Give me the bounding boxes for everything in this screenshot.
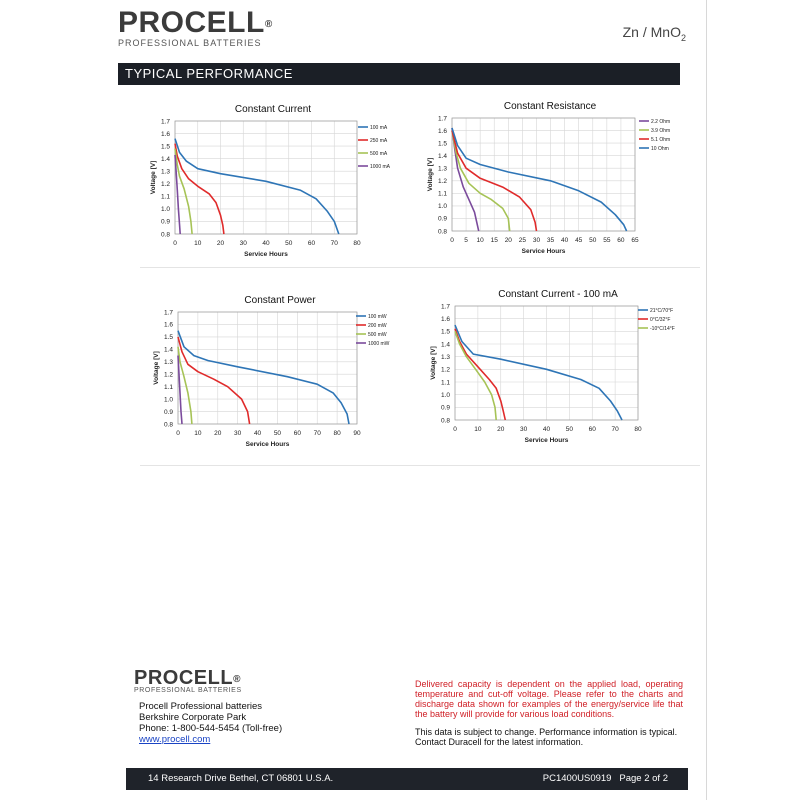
x-tick-label: 30 <box>520 426 528 433</box>
chart-4 <box>420 300 700 450</box>
y-tick-label: 1.0 <box>163 396 173 404</box>
legend-label: 200 mW <box>368 323 387 329</box>
legend-label: 1000 mW <box>368 341 390 347</box>
y-tick-label: 1.1 <box>160 193 170 201</box>
legend-label: 100 mW <box>368 314 387 320</box>
legend-label: 2.2 Ohm <box>651 119 671 125</box>
capacity-notice: Delivered capacity is dependent on the applied load, operating temperature and cut-off voltage. Please refer to the charts and discharge data shown for examples of the energy/service life that the battery will provide for various load conditions. <box>415 679 683 719</box>
x-axis-label: Service Hours <box>244 251 288 258</box>
y-tick-label: 1.7 <box>437 115 447 123</box>
y-tick-label: 1.2 <box>440 366 450 374</box>
chart-2 <box>418 111 698 261</box>
y-tick-label: 0.9 <box>160 218 170 226</box>
x-tick-label: 50 <box>565 426 573 433</box>
x-tick-label: 80 <box>634 426 642 433</box>
change-notice: This data is subject to change. Performance information is typical. Contact Duracell for the latest information. <box>415 727 678 747</box>
chart-row-divider <box>140 267 700 268</box>
page-number: Page 2 of 2 <box>619 773 668 784</box>
y-tick-label: 0.8 <box>437 228 447 236</box>
y-tick-label: 1.5 <box>437 140 447 148</box>
x-tick-label: 30 <box>239 240 247 247</box>
x-tick-label: 80 <box>353 240 361 247</box>
y-tick-label: 1.0 <box>160 206 170 214</box>
x-tick-label: 55 <box>603 237 611 244</box>
y-tick-label: 1.5 <box>440 328 450 336</box>
x-tick-label: 60 <box>293 430 301 437</box>
series-line <box>452 128 627 231</box>
x-tick-label: 40 <box>560 237 569 244</box>
x-tick-label: 40 <box>542 426 551 433</box>
legend-label: -10°C/14°F <box>650 326 675 332</box>
y-tick-label: 1.3 <box>160 168 170 176</box>
y-tick-label: 1.4 <box>160 155 170 163</box>
y-tick-label: 1.1 <box>440 379 450 387</box>
x-tick-label: 60 <box>307 240 316 247</box>
y-tick-label: 1.0 <box>440 391 450 399</box>
footer-doc-info <box>543 768 668 790</box>
y-tick-label: 1.4 <box>163 346 173 354</box>
y-tick-label: 1.2 <box>160 181 170 189</box>
x-tick-label: 20 <box>497 426 505 433</box>
y-tick-label: 1.6 <box>160 130 170 138</box>
x-tick-label: 50 <box>285 240 293 247</box>
y-tick-label: 1.5 <box>160 143 170 151</box>
y-tick-label: 1.3 <box>437 165 447 173</box>
x-tick-label: 20 <box>216 240 225 247</box>
legend-label: 500 mW <box>368 332 387 338</box>
contact-line: Procell Professional batteries <box>139 701 263 712</box>
y-tick-label: 1.3 <box>440 353 450 361</box>
brand-logo <box>118 6 273 48</box>
footer-brand-logo: PROCELL® PROFESSIONAL BATTERIES <box>134 667 242 694</box>
x-tick-label: 30 <box>532 237 541 244</box>
x-tick-label: 10 <box>194 430 202 437</box>
legend-label: 100 mA <box>370 125 388 131</box>
footer-bar <box>126 768 688 790</box>
y-axis-label: Voltage [V] <box>430 346 437 380</box>
y-tick-label: 1.7 <box>160 118 170 126</box>
series-line <box>455 325 622 420</box>
x-tick-label: 10 <box>474 426 482 433</box>
y-tick-label: 1.4 <box>440 341 450 349</box>
x-tick-label: 10 <box>476 237 484 244</box>
x-tick-label: 50 <box>589 237 597 244</box>
x-tick-label: 10 <box>194 240 202 247</box>
contact-line: Berkshire Corporate Park <box>139 712 247 723</box>
legend-label: 0°C/32°F <box>650 317 671 323</box>
y-axis-label: Voltage [V] <box>427 157 434 192</box>
x-tick-label: 65 <box>631 237 639 244</box>
legend-label: 21°C/70°F <box>650 308 674 314</box>
y-tick-label: 1.7 <box>163 309 173 317</box>
x-tick-label: 0 <box>453 426 457 433</box>
x-tick-label: 70 <box>611 426 619 433</box>
series-line <box>175 139 339 234</box>
plot-frame <box>452 118 635 231</box>
x-tick-label: 20 <box>504 237 512 244</box>
x-tick-label: 80 <box>333 430 341 437</box>
x-tick-label: 0 <box>176 430 180 437</box>
brand-tagline: PROFESSIONAL BATTERIES <box>118 38 262 48</box>
charts-bottom-divider <box>140 465 700 466</box>
x-tick-label: 5 <box>464 237 468 244</box>
y-tick-label: 0.9 <box>440 404 450 412</box>
y-tick-label: 1.2 <box>163 371 173 379</box>
legend-label: 3.9 Ohm <box>651 128 671 134</box>
legend-label: 500 mA <box>370 151 388 157</box>
legend-label: 1000 mA <box>370 164 391 170</box>
x-tick-label: 0 <box>450 237 454 244</box>
x-tick-label: 90 <box>353 430 361 437</box>
x-tick-label: 20 <box>214 430 222 437</box>
x-tick-label: 60 <box>588 426 596 433</box>
x-tick-label: 40 <box>262 240 270 247</box>
series-line <box>178 331 349 424</box>
page-edge <box>706 0 707 800</box>
y-axis-label: Voltage [V] <box>153 351 160 385</box>
chart-3-title: Constant Power <box>244 295 316 306</box>
x-tick-label: 40 <box>253 430 262 437</box>
x-tick-label: 0 <box>173 240 177 247</box>
x-tick-label: 50 <box>273 430 282 437</box>
legend-label: 5.1 Ohm <box>651 137 671 143</box>
y-tick-label: 0.8 <box>440 417 450 425</box>
footer-address: 14 Research Drive Bethel, CT 06801 U.S.A. <box>148 773 334 784</box>
y-tick-label: 1.6 <box>163 321 173 329</box>
legend-label: 250 mA <box>370 138 388 144</box>
doc-id: PC1400US0919 <box>542 773 612 784</box>
y-tick-label: 0.9 <box>437 215 447 223</box>
y-tick-label: 0.8 <box>163 421 173 429</box>
x-axis-label: Service Hours <box>245 441 290 448</box>
contact-phone: Phone: 1-800-544-5454 (Toll-free) <box>139 723 283 734</box>
chart-1 <box>140 114 405 264</box>
y-tick-label: 1.5 <box>163 334 173 342</box>
y-tick-label: 1.2 <box>437 178 447 186</box>
x-tick-label: 15 <box>490 237 498 244</box>
website-link[interactable]: www.procell.com <box>139 734 211 745</box>
y-tick-label: 1.1 <box>163 383 173 391</box>
y-tick-label: 0.8 <box>160 231 170 239</box>
x-tick-label: 30 <box>234 430 242 437</box>
y-tick-label: 1.6 <box>437 127 447 135</box>
x-tick-label: 35 <box>546 237 555 244</box>
brand-name: PROCELL® <box>118 6 273 39</box>
x-tick-label: 45 <box>575 237 583 244</box>
y-tick-label: 1.0 <box>437 203 447 211</box>
plot-frame <box>178 312 357 424</box>
y-tick-label: 1.3 <box>163 359 173 367</box>
section-title: TYPICAL PERFORMANCE <box>118 63 680 85</box>
legend-label: 10 Ohm <box>651 146 669 152</box>
x-tick-label: 60 <box>617 237 625 244</box>
x-tick-label: 25 <box>518 237 527 244</box>
y-tick-label: 1.1 <box>437 190 447 198</box>
y-axis-label: Voltage [V] <box>150 160 157 195</box>
x-tick-label: 70 <box>330 240 338 247</box>
chart-3 <box>144 305 409 450</box>
chart-2-title: Constant Resistance <box>503 101 597 112</box>
y-tick-label: 1.7 <box>440 303 450 311</box>
x-axis-label: Service Hours <box>521 248 566 255</box>
chart-4-title: Constant Current - 100 mA <box>498 289 618 300</box>
y-tick-label: 1.4 <box>437 152 447 160</box>
contact-block <box>139 701 282 745</box>
x-tick-label: 70 <box>313 430 321 437</box>
y-tick-label: 0.9 <box>163 408 173 416</box>
chemistry-label: Zn / MnO$_2$ <box>622 24 686 43</box>
x-axis-label: Service Hours <box>524 437 569 444</box>
y-tick-label: 1.6 <box>440 315 450 323</box>
chart-1-title: Constant Current <box>234 104 312 115</box>
